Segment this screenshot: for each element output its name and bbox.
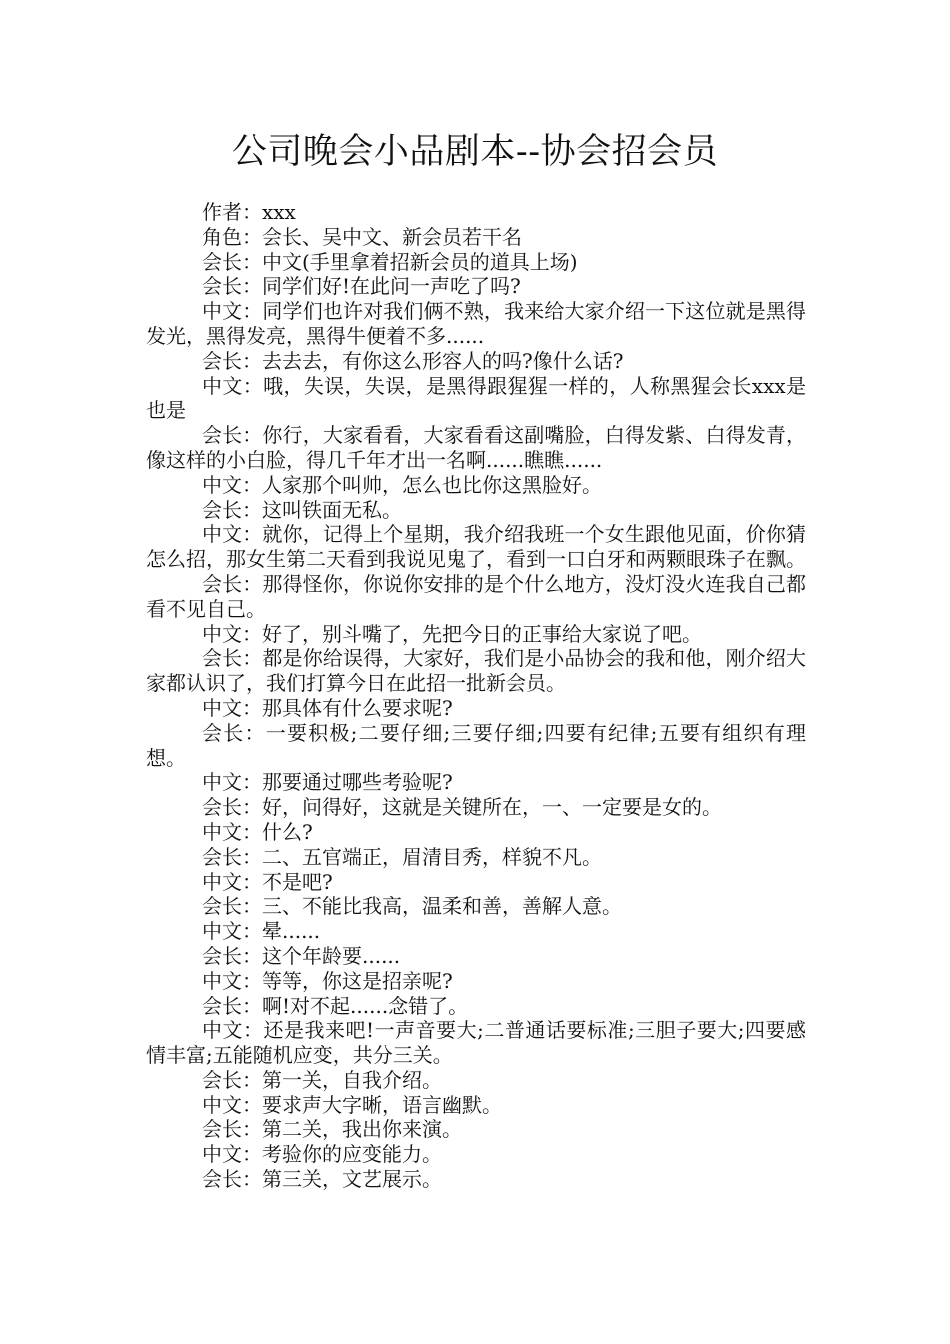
dialogue-line: 中文：等等，你这是招亲呢? [202, 968, 453, 993]
dialogue-line: 中文：不是吧? [202, 869, 333, 894]
dialogue-line: 中文：人家那个叫帅，怎么也比你这黑脸好。 [202, 472, 602, 497]
dialogue-line: 中文：什么? [202, 819, 313, 844]
dialogue-line: 会长：都是你给误得，大家好，我们是小品协会的我和他，刚介绍大家都认识了，我们打算今日在此招一批新会员。 [146, 646, 806, 696]
dialogue-line: 中文：那具体有什么要求呢? [202, 695, 453, 720]
dialogue-line: 会长：同学们好!在此问一声吃了吗? [202, 274, 521, 299]
dialogue-line: 会长：这个年龄要...... [202, 943, 401, 968]
dialogue-line: 中文：要求声大字晰，语言幽默。 [202, 1092, 502, 1117]
dialogue-line: 中文：晕...... [202, 919, 321, 944]
dialogue-line: 中文：好了，别斗嘴了，先把今日的正事给大家说了吧。 [202, 621, 702, 646]
dialogue-line: 中文：那要通过哪些考验呢? [202, 770, 453, 795]
dialogue-line: 会长：二、五官端正，眉清目秀，样貌不凡。 [202, 844, 602, 869]
dialogue-line: 会长：啊!对不起......念错了。 [202, 993, 469, 1018]
document-title: 公司晚会小品剧本--协会招会员 [231, 132, 719, 172]
dialogue-line: 会长：去去去，有你这么形容人的吗?像什么话? [202, 348, 624, 373]
dialogue-line: 会长：一要积极;二要仔细;三要仔细;四要有纪律;五要有组织有理想。 [146, 720, 806, 770]
dialogue-line: 会长：三、不能比我高，温柔和善，善解人意。 [202, 894, 622, 919]
paragraph-roles: 角色：会长、吴中文、新会员若干名 [202, 224, 522, 249]
paragraph-author: 作者：xxx [202, 200, 296, 224]
dialogue-line: 会长：第二关，我出你来演。 [202, 1117, 462, 1142]
dialogue-line: 中文：就你，记得上个星期，我介绍我班一个女生跟他见面，价你猜怎么招，那女生第二天看到我说见鬼了，看到一口白牙和两颗眼珠子在飘。 [146, 522, 806, 572]
dialogue-line: 中文：同学们也许对我们俩不熟，我来给大家介绍一下这位就是黑得发光，黑得发亮，黑得牛便着不多...... [146, 299, 806, 348]
dialogue-line: 会长：你行，大家看看，大家看看这副嘴脸，白得发紫、白得发青，像这样的小白脸，得几千年才出一名啊......瞧瞧...... [146, 423, 806, 472]
document-body [146, 200, 806, 1192]
dialogue-line: 会长：这叫铁面无私。 [202, 497, 402, 522]
dialogue-line: 中文：还是我来吧!一声音要大;二普通话要标准;三胆子要大;四要感情丰富;五能随机应变，共分三关。 [146, 1018, 806, 1068]
dialogue-line: 会长：那得怪你，你说你安排的是个什么地方，没灯没火连我自己都看不见自己。 [146, 571, 806, 621]
dialogue-line: 中文：哦，失误，失误，是黑得跟猩猩一样的，人称黑猩会长xxx是也是 [146, 373, 806, 423]
dialogue-line: 会长：中文(手里拿着招新会员的道具上场) [202, 249, 578, 274]
dialogue-line: 会长：第三关，文艺展示。 [202, 1167, 442, 1192]
dialogue-line: 会长：第一关，自我介绍。 [202, 1067, 442, 1092]
dialogue-line: 会长：好，问得好，这就是关键所在，一、一定要是女的。 [202, 795, 722, 820]
dialogue-line: 中文：考验你的应变能力。 [202, 1142, 442, 1167]
